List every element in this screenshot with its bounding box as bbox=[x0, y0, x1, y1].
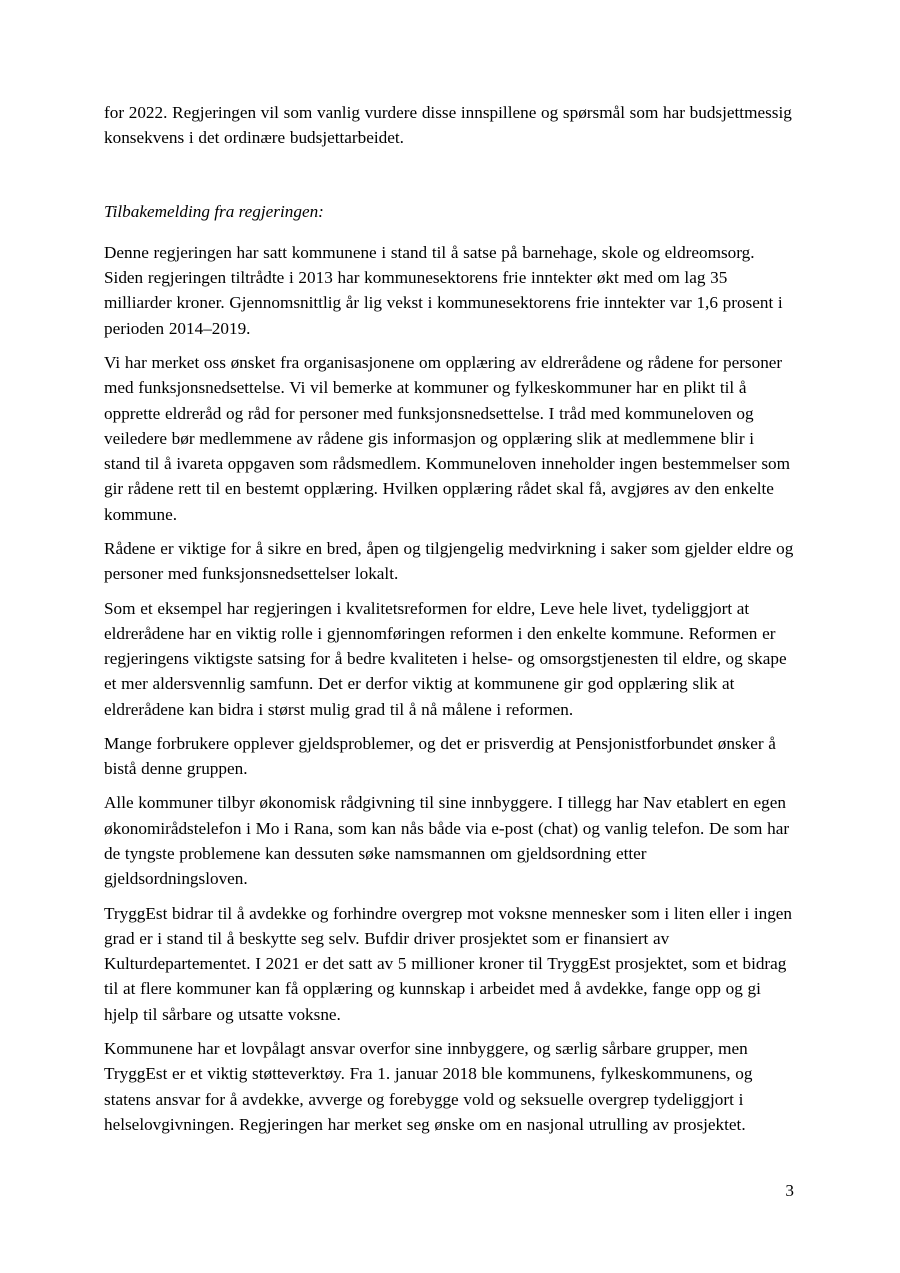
body-paragraph-2: Vi har merket oss ønsket fra organisasjonene om opplæring av eldrerådene og rådene for personer med funksjonsnedsettelse. Vi vil bemerke at kommuner og fylkeskommuner har en plikt til å opprette eldreråd og råd for personer med funksjonsnedsettelse. I tråd med kommuneloven og veiledere bør medlemmene av rådene gis informasjon og opplæring slik at medlemmene blir i stand til å ivareta oppgaven som rådsmedlem. Kommuneloven inneholder ingen bestemmelser som gir rådene rett til en bestemt opplæring. Hvilken opplæring rådet skal få, avgjøres av den enkelte kommune. bbox=[104, 352, 791, 524]
section-heading: Tilbakemelding fra regjeringen: bbox=[104, 201, 324, 221]
page-number: 3 bbox=[785, 1181, 794, 1200]
body-paragraph-5: Mange forbrukere opplever gjeldsproblemer, og det er prisverdig at Pensjonistforbundet ønsker å bistå denne gruppen. bbox=[104, 733, 776, 779]
body-paragraph-7: TryggEst bidrar til å avdekke og forhindre overgrep mot voksne mennesker som i liten eller i ingen grad er i stand til å beskytte seg selv. Bufdir driver prosjektet som er finansiert av Kulturdepartementet. I 2021 er det satt av 5 millioner kroner til TryggEst prosjektet, som et bidrag til at flere kommuner kan få opplæring og kunnskap i arbeidet med å avdekke, fange opp og gi hjelp til sårbare og utsatte voksne. bbox=[104, 903, 793, 1024]
document-body bbox=[104, 100, 794, 1146]
body-paragraph-4: Som et eksempel har regjeringen i kvalitetsreformen for eldre, Leve hele livet, tydeliggjort at eldrerådene har en viktig rolle i gjennomføringen reformen i den enkelte kommune. Reformen er regjeringens viktigste satsing for å bedre kvaliteten i helse- og omsorgstjenesten til eldre, og skape et mer aldersvennlig samfunn. Det er derfor viktig at kommunene gir god opplæring slik at eldrerådene kan bidra i størst mulig grad til å nå målene i reformen. bbox=[104, 598, 787, 719]
body-paragraph-1: Denne regjeringen har satt kommunene i stand til å satse på barnehage, skole og eldreomsorg. Siden regjeringen tiltrådte i 2013 har kommunesektorens frie inntekter økt med om lag 35 milliarder kroner. Gjennomsnittlig år lig vekst i kommunesektorens frie inntekter var 1,6 prosent i perioden 2014–2019. bbox=[104, 242, 783, 338]
body-paragraph-6: Alle kommuner tilbyr økonomisk rådgivning til sine innbyggere. I tillegg har Nav etablert en egen økonomirådstelefon i Mo i Rana, som kan nås både via e-post (chat) og vanlig telefon. De som har de tyngste problemene kan dessuten søke namsmannen om gjeldsordning etter gjeldsordningsloven. bbox=[104, 793, 790, 889]
body-paragraph-3: Rådene er viktige for å sikre en bred, åpen og tilgjengelig medvirkning i saker som gjelder eldre og personer med funksjonsnedsettelser lokalt. bbox=[104, 538, 794, 584]
intro-paragraph: for 2022. Regjeringen vil som vanlig vurdere disse innspillene og spørsmål som har budsjettmessig konsekvens i det ordinære budsjettarbeidet. bbox=[104, 103, 792, 148]
body-paragraph-8: Kommunene har et lovpålagt ansvar overfor sine innbyggere, og særlig sårbare grupper, men TryggEst er et viktig støtteverktøy. Fra 1. januar 2018 ble kommunens, fylkeskommunens, og statens ansvar for å avdekke, avverge og forebygge vold og seksuelle overgrep tydeliggjort i helselovgivningen. Regjeringen har merket seg ønske om en nasjonal utrulling av prosjektet. bbox=[104, 1039, 753, 1134]
section-spacer bbox=[104, 151, 794, 199]
